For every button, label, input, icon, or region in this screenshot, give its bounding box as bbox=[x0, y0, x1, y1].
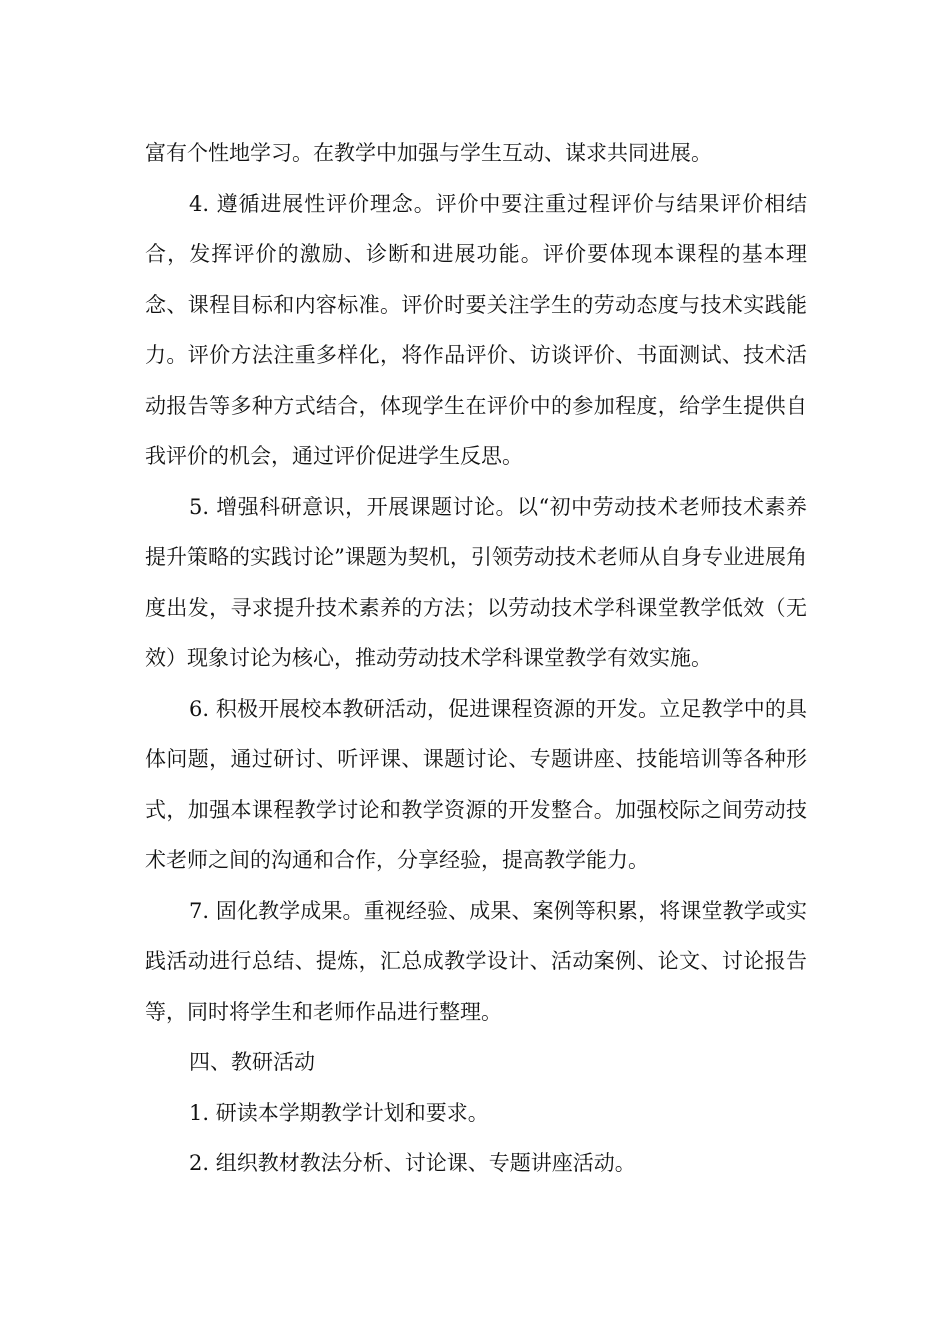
paragraph-item-7: 7. 固化教学成果。重视经验、成果、案例等积累，将课堂教学或实践活动进行总结、提炼，汇总成教学设计、活动案例、论文、讨论报告等，同时将学生和老师作品进行整理。 bbox=[145, 898, 807, 1024]
activity-item-2: 2. 组织教材教法分析、讨论课、专题讲座活动。 bbox=[189, 1151, 636, 1175]
paragraph-item-5: 5. 增强科研意识，开展课题讨论。以“初中劳动技术老师技术素养提升策略的实践讨论”课题为契机，引领劳动技术老师从自身专业进展角度出发，寻求提升技术素养的方法；以劳动技术学科课堂教学低效（无效）现象讨论为核心，推动劳动技术学科课堂教学有效实施。 bbox=[145, 494, 807, 670]
section-heading: 四、教研活动 bbox=[189, 1050, 315, 1074]
activity-item-1: 1. 研读本学期教学计划和要求。 bbox=[189, 1100, 489, 1125]
paragraph-continuation: 富有个性地学习。在教学中加强与学生互动、谋求共同进展。 bbox=[145, 141, 712, 165]
paragraph-item-6: 6. 积极开展校本教研活动，促进课程资源的开发。立足教学中的具体问题，通过研讨、听评课、课题讨论、专题讲座、技能培训等各种形式，加强本课程教学讨论和教学资源的开发整合。加强校际之间劳动技术老师之间的沟通和合作，分享经验，提高教学能力。 bbox=[145, 696, 807, 872]
document-body bbox=[145, 128, 807, 1189]
paragraph-item-4: 4. 遵循进展性评价理念。评价中要注重过程评价与结果评价相结合，发挥评价的激励、诊断和进展功能。评价要体现本课程的基本理念、课程目标和内容标准。评价时要关注学生的劳动态度与技术实践能力。评价方法注重多样化，将作品评价、访谈评价、书面测试、技术活动报告等多种方式结合，体现学生在评价中的参加程度，给学生提供自我评价的机会，通过评价促进学生反思。 bbox=[145, 191, 807, 468]
